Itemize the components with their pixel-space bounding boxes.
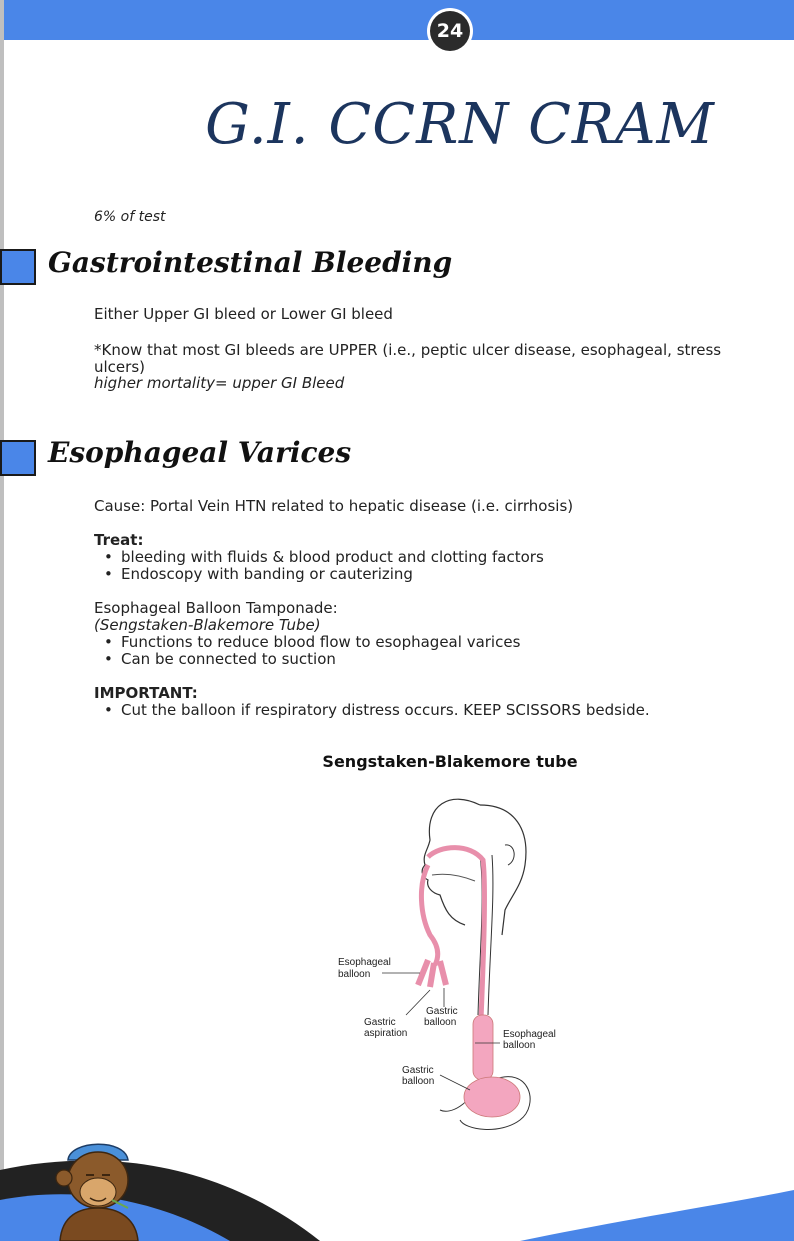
nasogastric-tube: [428, 848, 484, 1020]
oral-cavity: [432, 874, 475, 881]
page-number-badge: [427, 8, 473, 54]
footer-blue-wave-right: [520, 1190, 794, 1241]
sengstaken-blakemore-diagram: [330, 785, 590, 1135]
gastric-balloon: [464, 1077, 520, 1117]
back-of-head-outline: [480, 805, 526, 935]
label-esophageal-balloon-port: Esophageal: [338, 957, 391, 968]
list-item: • Cut the balloon if respiratory distress occurs. KEEP SCISSORS bedside.: [104, 701, 650, 719]
top-banner: [4, 0, 794, 40]
balloon-tamponade-subtitle: (Sengstaken-Blakemore Tube): [94, 616, 321, 634]
port-esophageal: [418, 960, 428, 985]
section-heading-esophageal-varices: Esophageal Varices: [48, 436, 352, 469]
list-item: • Can be connected to suction: [104, 650, 336, 668]
label-esophageal-balloon: balloon: [503, 1040, 536, 1051]
section-marker-square: [0, 249, 36, 285]
section-marker-square: [0, 440, 36, 476]
port-gastric-balloon: [440, 961, 446, 985]
external-tube: [421, 865, 437, 965]
ear-outline: [505, 845, 514, 865]
upper-gi-note-cont: ulcers): [94, 358, 145, 376]
label-esophageal-balloon-port: balloon: [338, 969, 371, 980]
gi-bleed-types: Either Upper GI bleed or Lower GI bleed: [94, 305, 393, 323]
section-heading-gi-bleeding: Gastrointestinal Bleeding: [48, 246, 453, 279]
list-item: • Functions to reduce blood flow to esophageal varices: [104, 633, 521, 651]
label-esophageal-balloon: Esophageal: [503, 1029, 556, 1040]
label-gastric-aspiration: aspiration: [364, 1028, 408, 1039]
label-gastric-aspiration: Gastric: [364, 1017, 396, 1028]
test-share-note: 6% of test: [94, 209, 166, 225]
left-margin-rule: [0, 0, 4, 1241]
mortality-note: higher mortality= upper GI Bleed: [94, 374, 345, 392]
label-gastric-balloon: balloon: [402, 1076, 435, 1087]
important-label: IMPORTANT:: [94, 684, 198, 702]
treat-label: Treat:: [94, 531, 144, 549]
esophagus-wall-right: [488, 855, 493, 1015]
head-outline: [422, 799, 480, 925]
port-aspiration: [430, 963, 434, 987]
figure-title: Sengstaken-Blakemore tube: [322, 752, 578, 771]
esophageal-balloon: [473, 1015, 493, 1080]
label-gastric-balloon: Gastric: [402, 1065, 434, 1076]
balloon-tamponade-label: Esophageal Balloon Tamponade:: [94, 599, 338, 617]
list-item: • Endoscopy with banding or cauterizing: [104, 565, 413, 583]
varices-cause: Cause: Portal Vein HTN related to hepatic disease (i.e. cirrhosis): [94, 497, 574, 515]
upper-gi-note: *Know that most GI bleeds are UPPER (i.e., peptic ulcer disease, esophageal, stress: [94, 341, 722, 359]
footer-decoration: [0, 1130, 794, 1241]
label-gastric-balloon-port: Gastric: [426, 1006, 458, 1017]
list-item: • bleeding with fluids & blood product and clotting factors: [104, 548, 544, 566]
label-gastric-balloon-port: balloon: [424, 1017, 457, 1028]
page-number: 24: [430, 11, 470, 51]
leader-line: [440, 1075, 470, 1090]
page-title: G.I. CCRN CRAM: [205, 92, 715, 157]
